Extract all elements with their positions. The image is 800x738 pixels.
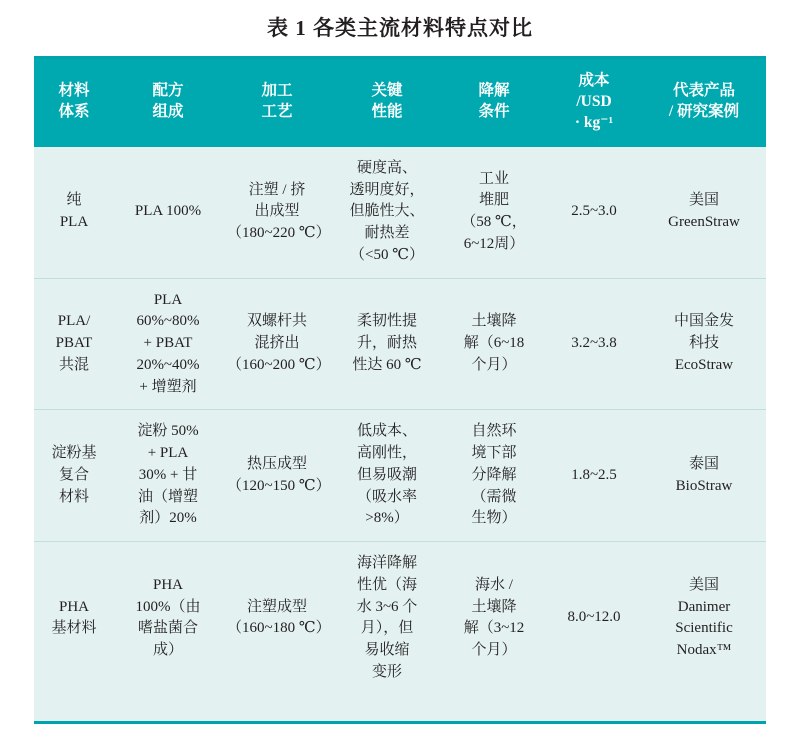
table-container bbox=[34, 56, 766, 724]
cell-degradation: 自然环 境下部 分降解 （需微 生物） bbox=[442, 410, 546, 542]
cell-process: 热压成型 （120~150 ℃） bbox=[222, 410, 332, 542]
cell-performance: 柔韧性提 升，耐热 性达 60 ℃ bbox=[332, 278, 442, 410]
cell-product: 美国 GreenStraw bbox=[642, 147, 766, 278]
column-header-material-system: 材料 体系 bbox=[34, 59, 114, 147]
cell-material-system: PLA/ PBAT 共混 bbox=[34, 278, 114, 410]
cell-material-system: 淀粉基 复合 材料 bbox=[34, 410, 114, 542]
cell-formula: PLA 60%~80% + PBAT 20%~40% + 增塑剂 bbox=[114, 278, 222, 410]
cell-performance: 硬度高、 透明度好， 但脆性大、 耐热差 （<50 ℃） bbox=[332, 147, 442, 278]
column-header-formula: 配方 组成 bbox=[114, 59, 222, 147]
cell-process: 双螺杆共 混挤出 （160~200 ℃） bbox=[222, 278, 332, 410]
cell-cost: 3.2~3.8 bbox=[546, 278, 642, 410]
table-title: 表 1 各类主流材料特点对比 bbox=[267, 16, 533, 40]
table-body bbox=[34, 147, 766, 695]
cell-performance: 低成本、 高刚性， 但易吸潮 （吸水率 >8%） bbox=[332, 410, 442, 542]
column-header-cost: 成本 /USD · kg⁻¹ bbox=[546, 59, 642, 147]
cell-product: 美国 Danimer Scientific Nodax™ bbox=[642, 542, 766, 695]
column-header-degradation: 降解 条件 bbox=[442, 59, 546, 147]
cell-formula: 淀粉 50% + PLA 30% + 甘 油（增塑 剂）20% bbox=[114, 410, 222, 542]
cell-cost: 8.0~12.0 bbox=[546, 542, 642, 695]
cell-degradation: 海水 / 土壤降 解（3~12 个月） bbox=[442, 542, 546, 695]
table-row bbox=[34, 147, 766, 278]
cell-process: 注塑成型 （160~180 ℃） bbox=[222, 542, 332, 695]
column-header-product: 代表产品 / 研究案例 bbox=[642, 59, 766, 147]
column-header-process: 加工 工艺 bbox=[222, 59, 332, 147]
cell-process: 注塑 / 挤 出成型 （180~220 ℃） bbox=[222, 147, 332, 278]
cell-material-system: PHA 基材料 bbox=[34, 542, 114, 695]
table-bottom-padding bbox=[34, 695, 766, 721]
cell-degradation: 工业 堆肥 （58 ℃， 6~12周） bbox=[442, 147, 546, 278]
cell-degradation: 土壤降 解（6~18 个月） bbox=[442, 278, 546, 410]
cell-product: 泰国 BioStraw bbox=[642, 410, 766, 542]
cell-formula: PHA 100%（由 嗜盐菌合 成） bbox=[114, 542, 222, 695]
cell-material-system: 纯 PLA bbox=[34, 147, 114, 278]
cell-product: 中国金发 科技 EcoStraw bbox=[642, 278, 766, 410]
table-row bbox=[34, 410, 766, 542]
table-header bbox=[34, 59, 766, 147]
table-row bbox=[34, 542, 766, 695]
materials-comparison-table bbox=[34, 59, 766, 695]
table-row bbox=[34, 278, 766, 410]
column-header-performance: 关键 性能 bbox=[332, 59, 442, 147]
cell-formula: PLA 100% bbox=[114, 147, 222, 278]
cell-cost: 1.8~2.5 bbox=[546, 410, 642, 542]
table-header-row bbox=[34, 59, 766, 147]
cell-cost: 2.5~3.0 bbox=[546, 147, 642, 278]
cell-performance: 海洋降解 性优（海 水 3~6 个 月），但 易收缩 变形 bbox=[332, 542, 442, 695]
